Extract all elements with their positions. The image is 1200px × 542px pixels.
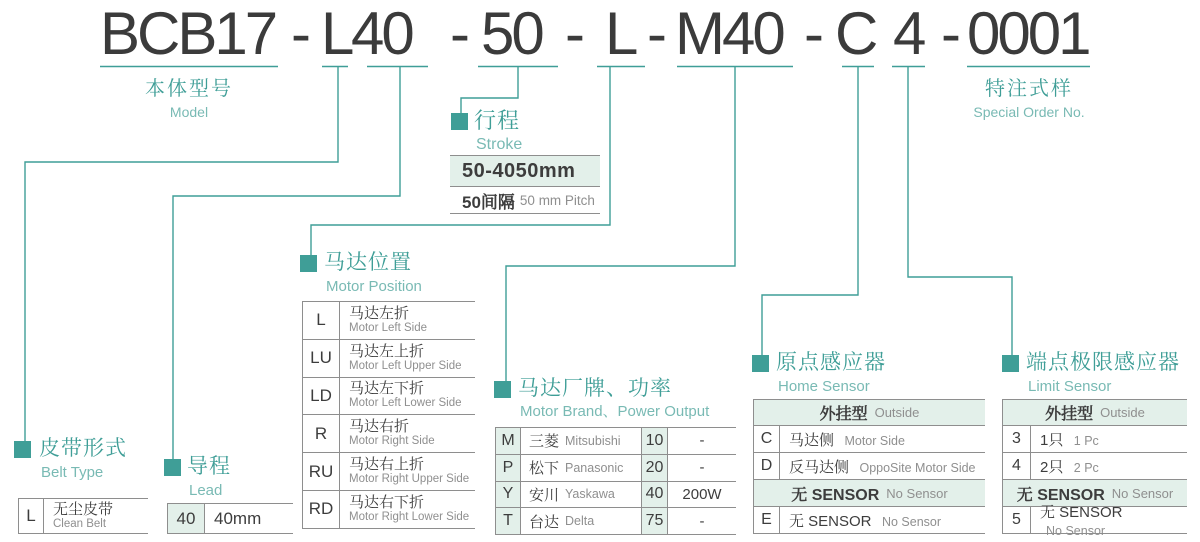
belt-type-table [18, 498, 148, 534]
brand-code: M [496, 428, 521, 454]
motor-position-desc [340, 381, 475, 410]
power-code: 20 [642, 455, 668, 481]
motor-brand-title-zh: 马达厂牌、功率 [518, 377, 672, 400]
desc-zh: 马达左下折 [349, 380, 425, 398]
title-dash: - [450, 0, 467, 67]
desc-en: Motor Left Upper Side [349, 359, 462, 372]
belt-bullet-square [14, 441, 31, 458]
line-belt-type [25, 67, 338, 443]
special-order-label-zh: 特注式样 [985, 78, 1073, 100]
limit-sensor-code: 4 [1003, 453, 1031, 479]
brand-en: Mitsubishi [565, 433, 621, 448]
brand-name [521, 428, 642, 454]
title-segment-motor-brand: M40 [675, 0, 783, 67]
stroke-table [450, 155, 600, 214]
home-sensor-table [753, 399, 985, 534]
limit-sensor-desc [1031, 456, 1187, 477]
desc-zh: 1只 [1040, 431, 1064, 449]
motor-position-title-zh: 马达位置 [324, 251, 412, 274]
table-row [754, 453, 985, 480]
table-row [303, 415, 475, 453]
limit-sensor-desc [1031, 501, 1187, 540]
table-row [496, 482, 736, 509]
table-row [754, 426, 985, 453]
lead-code: 40 [168, 504, 205, 533]
brand-en: Panasonic [565, 460, 624, 475]
line-home-sensor [762, 67, 858, 356]
desc-en: OppoSite Motor Side [859, 460, 976, 475]
motor-position-code: LD [303, 378, 340, 415]
stroke-title-zh: 行程 [474, 108, 521, 133]
brand-zh: 安川 [529, 486, 560, 504]
table-row [303, 378, 475, 416]
belt-name-zh: 无尘皮带 [53, 500, 114, 518]
title-dash: - [647, 0, 664, 67]
brand-name [521, 455, 642, 481]
motor-position-code: LU [303, 340, 340, 377]
title-segment-special-order: 0001 [967, 0, 1089, 67]
table-row [1003, 453, 1187, 480]
motor-position-code: RD [303, 491, 340, 528]
desc-zh: 马达左折 [349, 304, 410, 322]
stroke-pitch-row [450, 187, 600, 214]
special-order-label [943, 78, 1115, 120]
brand-code: Y [496, 482, 521, 508]
table-row [19, 499, 148, 534]
desc-en: 1 Pc [1073, 433, 1099, 448]
motor-position-bullet-square [300, 255, 317, 272]
title-dash: - [804, 0, 821, 67]
desc-en: 2 Pc [1073, 460, 1099, 475]
home-sensor-code: D [754, 453, 780, 479]
title-segment-limit-sensor: 4 [893, 0, 924, 67]
home-sensor-title-en: Home Sensor [778, 378, 870, 395]
stroke-range-row [450, 156, 600, 187]
table-row [303, 302, 475, 340]
title-segment-motor-position: L [605, 0, 636, 67]
belt-desc [44, 502, 148, 531]
limit-sensor-table [1002, 399, 1187, 538]
brand-name [521, 508, 642, 534]
group-header-zh: 外挂型 [819, 406, 868, 423]
power-output: - [699, 459, 705, 477]
desc-zh: 无 SENSOR [1040, 503, 1123, 521]
motor-position-code: RU [303, 453, 340, 490]
group-header-zh: 外挂型 [1045, 406, 1094, 423]
limit-sensor-title-en: Limit Sensor [1028, 378, 1112, 395]
brand-name [521, 482, 642, 508]
desc-zh: 反马达侧 [789, 458, 850, 476]
model-label-en: Model [169, 104, 209, 120]
desc-en: Motor Right Side [349, 435, 435, 448]
desc-zh: 马达左上折 [349, 342, 425, 360]
desc-en: Motor Left Lower Side [349, 397, 462, 410]
power-output: 200W [682, 485, 722, 503]
table-row [1003, 426, 1187, 453]
motor-position-desc [340, 344, 475, 373]
power-output: - [699, 432, 705, 450]
desc-zh: 马达右折 [349, 418, 410, 436]
group-header-en: Outside [874, 405, 920, 420]
title-dash: - [565, 0, 582, 67]
title-segment-belt: L [321, 0, 352, 67]
home-sensor-desc [780, 510, 985, 531]
desc-en: No Sensor [881, 514, 942, 529]
desc-en: No Sensor [1046, 523, 1106, 538]
limit-sensor-desc [1031, 429, 1187, 450]
motor-position-desc [340, 419, 475, 448]
table-row [496, 455, 736, 482]
table-row [303, 340, 475, 378]
group-header-en: No Sensor [1111, 485, 1174, 501]
power-code: 10 [642, 428, 668, 454]
motor-brand-title-en: Motor Brand、Power Output [520, 403, 710, 420]
desc-zh: 无 SENSOR [789, 512, 872, 530]
motor-brand-table [495, 427, 736, 535]
lead-bullet-square [164, 459, 181, 476]
desc-en: Motor Left Side [349, 321, 427, 334]
stroke-range-value: 50-4050mm [462, 159, 576, 182]
desc-en: Motor Right Lower Side [349, 510, 470, 523]
belt-title-en: Belt Type [41, 464, 104, 481]
table-row [168, 504, 293, 534]
title-dash: - [941, 0, 958, 67]
lead-title-zh: 导程 [187, 455, 231, 478]
special-order-label-en: Special Order No. [973, 104, 1085, 120]
home-sensor-bullet-square [752, 355, 769, 372]
belt-title-zh: 皮带形式 [39, 437, 127, 460]
table-row [303, 491, 475, 529]
table-row [303, 453, 475, 491]
group-header-zh: 无 SENSOR [791, 486, 880, 504]
title-segment-home-sensor: C [835, 0, 876, 67]
lead-table [167, 503, 293, 534]
title-segment-lead: 40 [351, 0, 412, 67]
model-label [100, 78, 278, 120]
desc-en: Motor Side [844, 433, 905, 448]
group-header-no-sensor [754, 480, 985, 507]
stroke-pitch-zh: 50间隔 [462, 192, 515, 212]
table-row [496, 428, 736, 455]
table-row [754, 507, 985, 534]
power-code: 75 [642, 508, 668, 534]
table-row [1003, 503, 1187, 538]
motor-position-desc [340, 495, 475, 524]
motor-position-code: L [303, 302, 340, 339]
limit-sensor-code: 3 [1003, 426, 1031, 452]
power-output: - [699, 512, 705, 530]
belt-code: L [19, 499, 44, 533]
brand-zh: 台达 [529, 513, 560, 531]
home-sensor-code: E [754, 507, 780, 533]
power-code: 40 [642, 482, 668, 508]
brand-zh: 松下 [529, 460, 560, 478]
home-sensor-desc [780, 456, 985, 477]
lead-value: 40mm [214, 508, 262, 528]
stroke-title-en: Stroke [476, 136, 523, 153]
title-segment-model: BCB17 [100, 0, 276, 67]
line-stroke [461, 67, 518, 114]
brand-code: P [496, 455, 521, 481]
limit-sensor-bullet-square [1002, 355, 1019, 372]
motor-position-desc [340, 457, 475, 486]
group-header-zh: 无 SENSOR [1016, 486, 1105, 504]
group-header-en: No Sensor [886, 485, 948, 501]
desc-zh: 马达右上折 [349, 456, 425, 474]
stroke-bullet-square [451, 113, 468, 130]
home-sensor-code: C [754, 426, 780, 452]
group-header-outside [754, 400, 985, 426]
limit-sensor-code: 5 [1003, 507, 1031, 533]
home-sensor-desc [780, 429, 985, 450]
model-label-zh: 本体型号 [145, 78, 233, 100]
desc-zh: 马达右下折 [349, 493, 425, 511]
belt-name-en: Clean Belt [53, 517, 107, 530]
brand-en: Delta [565, 514, 595, 529]
motor-brand-bullet-square [494, 381, 511, 398]
motor-position-table [302, 301, 475, 529]
motor-position-code: R [303, 415, 340, 452]
home-sensor-title-zh: 原点感应器 [776, 351, 886, 374]
group-header-outside [1003, 400, 1187, 426]
brand-zh: 三菱 [529, 433, 560, 451]
motor-position-desc [340, 306, 475, 335]
group-header-en: Outside [1100, 405, 1145, 420]
desc-zh: 马达侧 [789, 431, 835, 449]
table-row [496, 508, 736, 535]
desc-zh: 2只 [1040, 458, 1064, 476]
brand-code: T [496, 508, 521, 534]
limit-sensor-title-zh: 端点极限感应器 [1026, 351, 1180, 374]
motor-position-title-en: Motor Position [326, 278, 422, 295]
lead-title-en: Lead [189, 482, 223, 499]
title-dash: - [291, 0, 308, 67]
stroke-pitch-en: 50 mm Pitch [519, 192, 595, 208]
brand-en: Yaskawa [565, 487, 615, 502]
title-segment-stroke: 50 [481, 0, 542, 67]
desc-en: Motor Right Upper Side [349, 473, 470, 486]
